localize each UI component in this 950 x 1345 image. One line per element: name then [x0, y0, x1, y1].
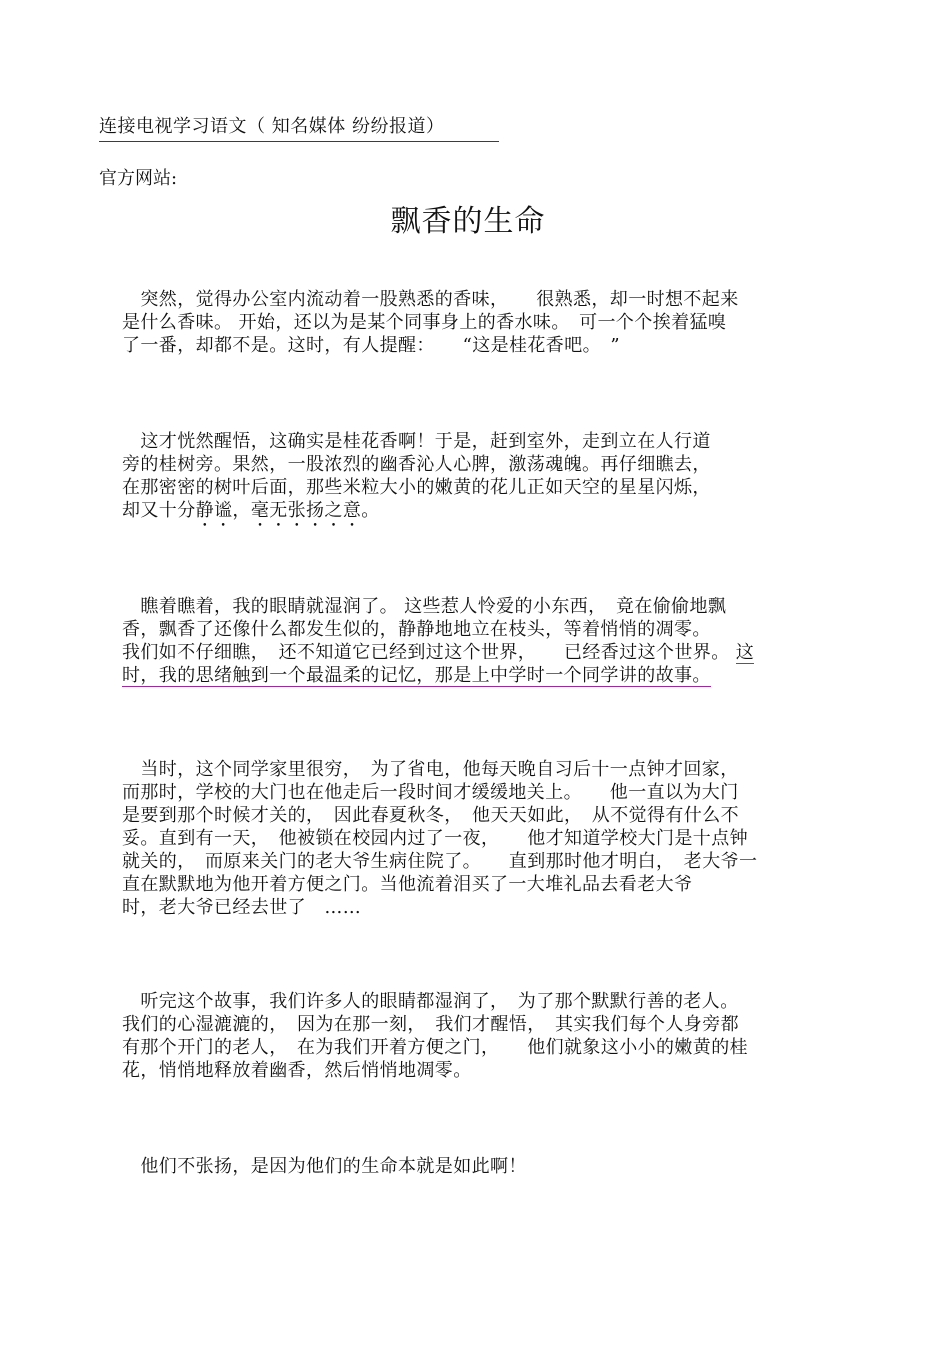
text-line: 突然，觉得办公室内流动着一股熟悉的香味， 很熟悉，却一时想不起来 — [122, 289, 739, 310]
text-line: 当时，这个同学家里很穷， 为了省电，他每天晚自习后十一点钟才回家， — [122, 759, 739, 780]
text-line: 听完这个故事，我们许多人的眼睛都湿润了， 为了那个默默行善的老人。 — [122, 991, 739, 1012]
paragraph-6 — [122, 1155, 832, 1178]
emphasized-text: 毫无张扬之意 — [250, 500, 362, 521]
text-line: 有那个开门的老人， 在为我们开着方便之门， 他们就象这小小的嫩黄的桂 — [122, 1037, 748, 1058]
text-line: 香，飘香了还像什么都发生似的，静静地地立在枝头，等着悄悄的凋零。 — [122, 619, 711, 640]
paragraph-2 — [122, 430, 832, 531]
text-line — [122, 664, 832, 687]
paragraph-5 — [122, 990, 832, 1082]
text-line: 瞧着瞧着，我的眼睛就湿润了。 这些惹人怜爱的小东西， 竟在偷偷地飘 — [122, 596, 727, 617]
text-line: 是什么香味。 开始，还以为是某个同事身上的香水味。 可一个个挨着猛嗅 — [122, 312, 727, 333]
text-fragment: 却又十分 — [122, 500, 196, 521]
text-fragment: ， — [232, 500, 251, 521]
media-link[interactable]: 连接电视学习语文（ 知名媒体 纷纷报道） — [99, 115, 499, 142]
text-fragment: 。 — [361, 500, 380, 521]
text-line: 妥。直到有一天， 他被锁在校园内过了一夜， 他才知道学校大门是十点钟 — [122, 828, 748, 849]
text-fragment: 我们如不仔细瞧， 还不知道它已经到过这个世界， 已经香过这个世界。 — [122, 642, 730, 663]
text-line: 是要到那个时候才关的， 因此春夏秋冬， 他天天如此， 从不觉得有什么不 — [122, 805, 739, 826]
underlined-text: 这 — [735, 642, 755, 663]
text-line: 我们的心湿漉漉的， 因为在那一刻， 我们才醒悟， 其实我们每个人身旁都 — [122, 1014, 739, 1035]
text-line: 了一番，却都不是。这时，有人提醒： “这是桂花香吧。 ” — [122, 335, 621, 356]
text-line: 这才恍然醒悟，这确实是桂花香啊！于是，赶到室外，走到立在人行道 — [122, 431, 711, 452]
text-line: 他们不张扬，是因为他们的生命本就是如此啊！ — [122, 1156, 527, 1177]
paragraph-1 — [122, 288, 832, 357]
underlined-text: 时，我的思绪触到一个最温柔的记忆，那是上中学时一个同学讲的故事。 — [122, 665, 711, 686]
text-line: 就关的， 而原来关门的老大爷生病住院了。 直到那时他才明白， 老大爷一 — [122, 851, 758, 872]
text-line: 时，老大爷已经去世了 …… — [122, 897, 362, 918]
official-site-label: 官方网站: — [99, 168, 178, 189]
text-line: 而那时，学校的大门也在他走后一段时间才缓缓地关上。 他一直以为大门 — [122, 782, 739, 803]
paragraph-4 — [122, 758, 832, 919]
article-title: 飘香的生命 — [390, 204, 546, 239]
text-line: 在那密密的树叶后面，那些米粒大小的嫩黄的花儿正如天空的星星闪烁， — [122, 477, 711, 498]
paragraph-3 — [122, 595, 832, 687]
text-line: 直在默默地为他开着方便之门。当他流着泪买了一大堆礼品去看老大爷 — [122, 874, 693, 895]
emphasized-text: 静谧 — [195, 500, 233, 521]
text-line: 花，悄悄地释放着幽香，然后悄悄地凋零。 — [122, 1060, 472, 1081]
text-line — [122, 499, 832, 531]
text-line: 旁的桂树旁。果然，一股浓烈的幽香沁人心脾，激荡魂魄。再仔细瞧去， — [122, 454, 711, 475]
text-line — [122, 641, 832, 664]
